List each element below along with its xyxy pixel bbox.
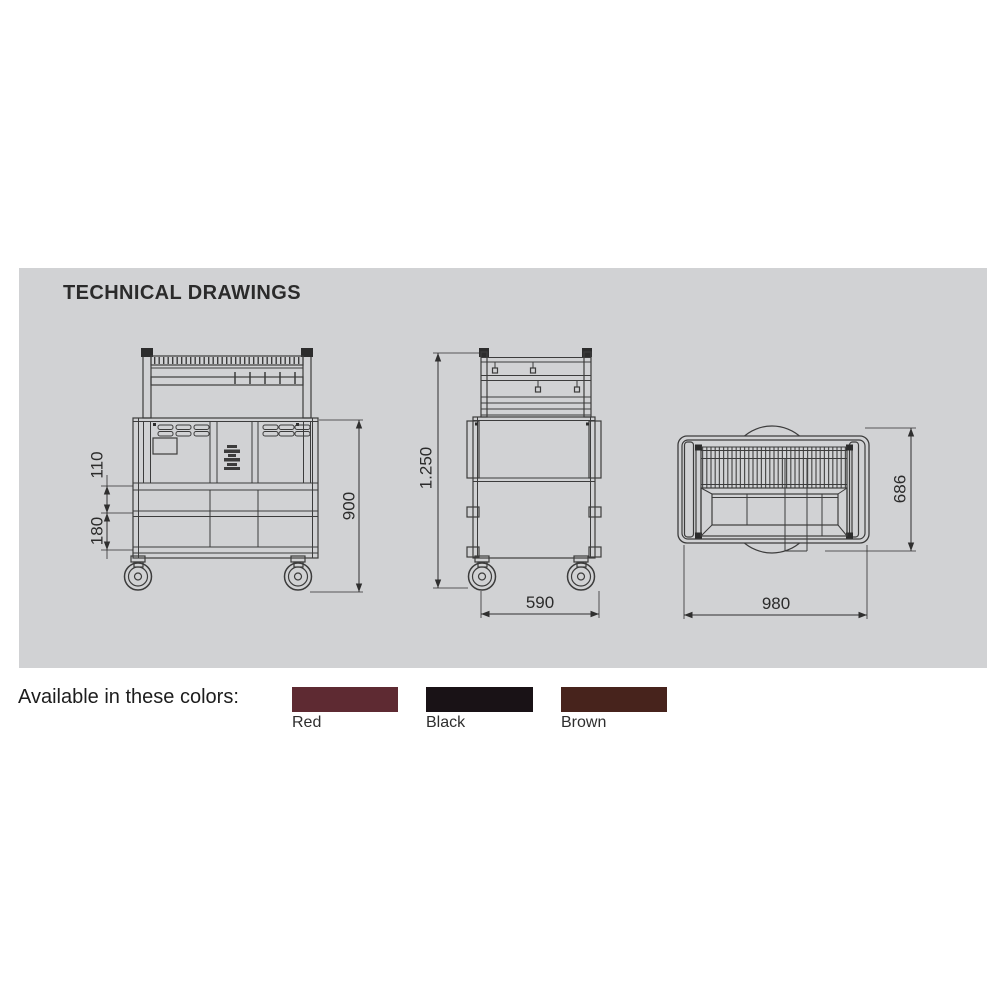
vent-slots [158,425,310,436]
front-left-post [143,352,151,418]
dimension-label-top-width: 980 [761,594,791,613]
top-view-drawing [678,426,916,619]
side-view-drawing [417,348,602,618]
dimension-label-height: 900 [339,491,359,521]
caster-wheel [469,556,496,590]
dimension-label-shelf-upper: 110 [87,451,107,479]
caster-wheel [125,556,152,590]
black-swatch-label: Black [426,714,466,731]
caster-wheel [285,556,312,590]
color-options-label: Available in these colors: [18,686,239,708]
brand-logo [224,445,240,470]
technical-drawing-canvas [19,268,987,668]
brown-swatch-label: Brown [561,714,607,731]
red-swatch-label: Red [292,714,322,731]
brown-color-swatch [561,687,667,712]
technical-drawings-panel [19,268,987,668]
dimension-label-depth: 590 [525,593,555,612]
black-color-swatch [426,687,533,712]
name-plate [153,438,177,454]
dimension-label-top-depth: 686 [890,474,910,504]
front-right-post [303,352,311,418]
dimension-label-shelf-lower: 180 [87,516,107,546]
caster-wheel [568,556,595,590]
side-body [473,417,595,558]
panel-title: TECHNICAL DRAWINGS [63,282,301,304]
dimension-label-total-height: 1.250 [416,446,436,490]
front-body [133,418,318,558]
front-view-drawing [88,348,364,592]
red-color-swatch [292,687,398,712]
